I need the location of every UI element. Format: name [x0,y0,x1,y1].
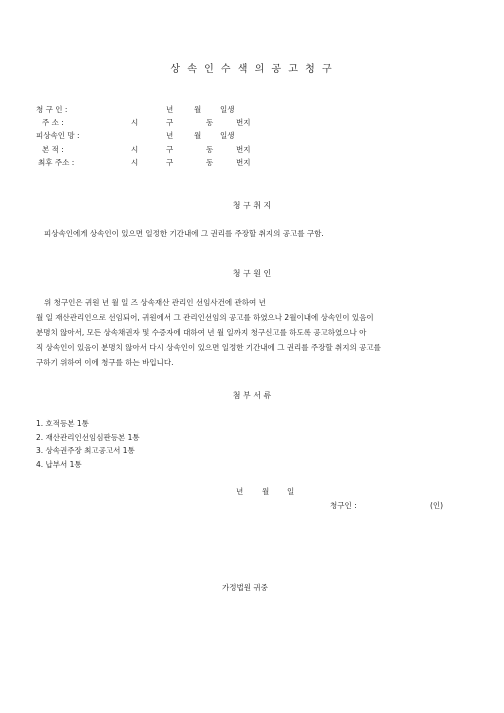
field-unit: 시 [131,145,139,154]
date-month: 월 [262,487,270,496]
field-unit: 번지 [236,145,251,154]
applicant-row-claimant [36,104,336,116]
date-year: 년 [236,487,244,496]
reason-heading: 청 구 원 인 [232,269,272,278]
field-unit: 동 [206,118,214,127]
seal-mark: (인) [430,501,444,510]
reason-line: 위 청구인은 귀원 년 월 일 즈 상속재산 관리인 선임사건에 관하여 년 [44,298,266,307]
list-item: 3. 상속권주장 최고공고서 1통 [36,446,135,455]
applicant-row-registry [36,144,336,156]
field-unit: 시 [131,118,139,127]
field-unit: 년 [166,105,174,114]
field-unit: 일생 [220,131,235,140]
field-unit: 월 [194,105,202,114]
document-title: 상 속 인 수 색 의 공 고 청 구 [170,64,334,75]
date-day: 일 [287,487,295,496]
reason-line: 분명치 않아서, 모든 상속채권자 및 수증자에 대하여 년 월 일까지 청구신고를 하도록 공고하였으나 아 [36,328,367,337]
applicant-row-last-address [36,157,336,169]
list-item: 1. 호적등본 1통 [36,419,89,428]
field-unit: 구 [166,118,174,127]
field-unit: 일생 [220,105,235,114]
reason-line: 직 상속인이 있음이 분명치 않아서 다시 상속인이 있으면 일정한 기간내에 그 권리를 주장할 취지의 공고를 [36,343,381,352]
field-unit: 구 [166,158,174,167]
purpose-heading: 청 구 취 지 [232,201,272,210]
field-label: 본 적 : [42,145,64,154]
court-addressee: 가정법원 귀중 [222,583,268,592]
signature-label: 청구인 : [330,501,357,510]
field-unit: 동 [206,158,214,167]
list-item: 2. 재산관리인선임심판등본 1통 [36,433,140,442]
field-unit: 번지 [236,158,251,167]
field-unit: 시 [131,158,139,167]
field-unit: 동 [206,145,214,154]
field-unit: 번지 [236,118,251,127]
field-label: 피상속인 망 : [36,131,80,140]
field-unit: 년 [166,131,174,140]
applicant-row-deceased [36,130,336,142]
field-unit: 구 [166,145,174,154]
field-label: 주 소 : [42,118,64,127]
field-label: 최후 주소 : [38,158,75,167]
list-item: 4. 납부서 1통 [36,460,82,469]
reason-line: 구하기 위하여 이에 청구를 하는 바입니다. [36,358,174,367]
attachments-heading: 첨 부 서 류 [232,391,272,400]
applicant-row-address [36,117,336,129]
reason-line: 월 일 재산관리인으로 선임되어, 귀원에서 그 관리인선임의 공고를 하였으나 2월이내에 상속인이 있음이 [36,313,374,322]
field-label: 청 구 인 : [36,105,68,114]
field-unit: 월 [194,131,202,140]
purpose-text: 피상속인에게 상속인이 있으면 일정한 기간내에 그 권리를 주장할 취지의 공고를 구함. [44,229,324,238]
